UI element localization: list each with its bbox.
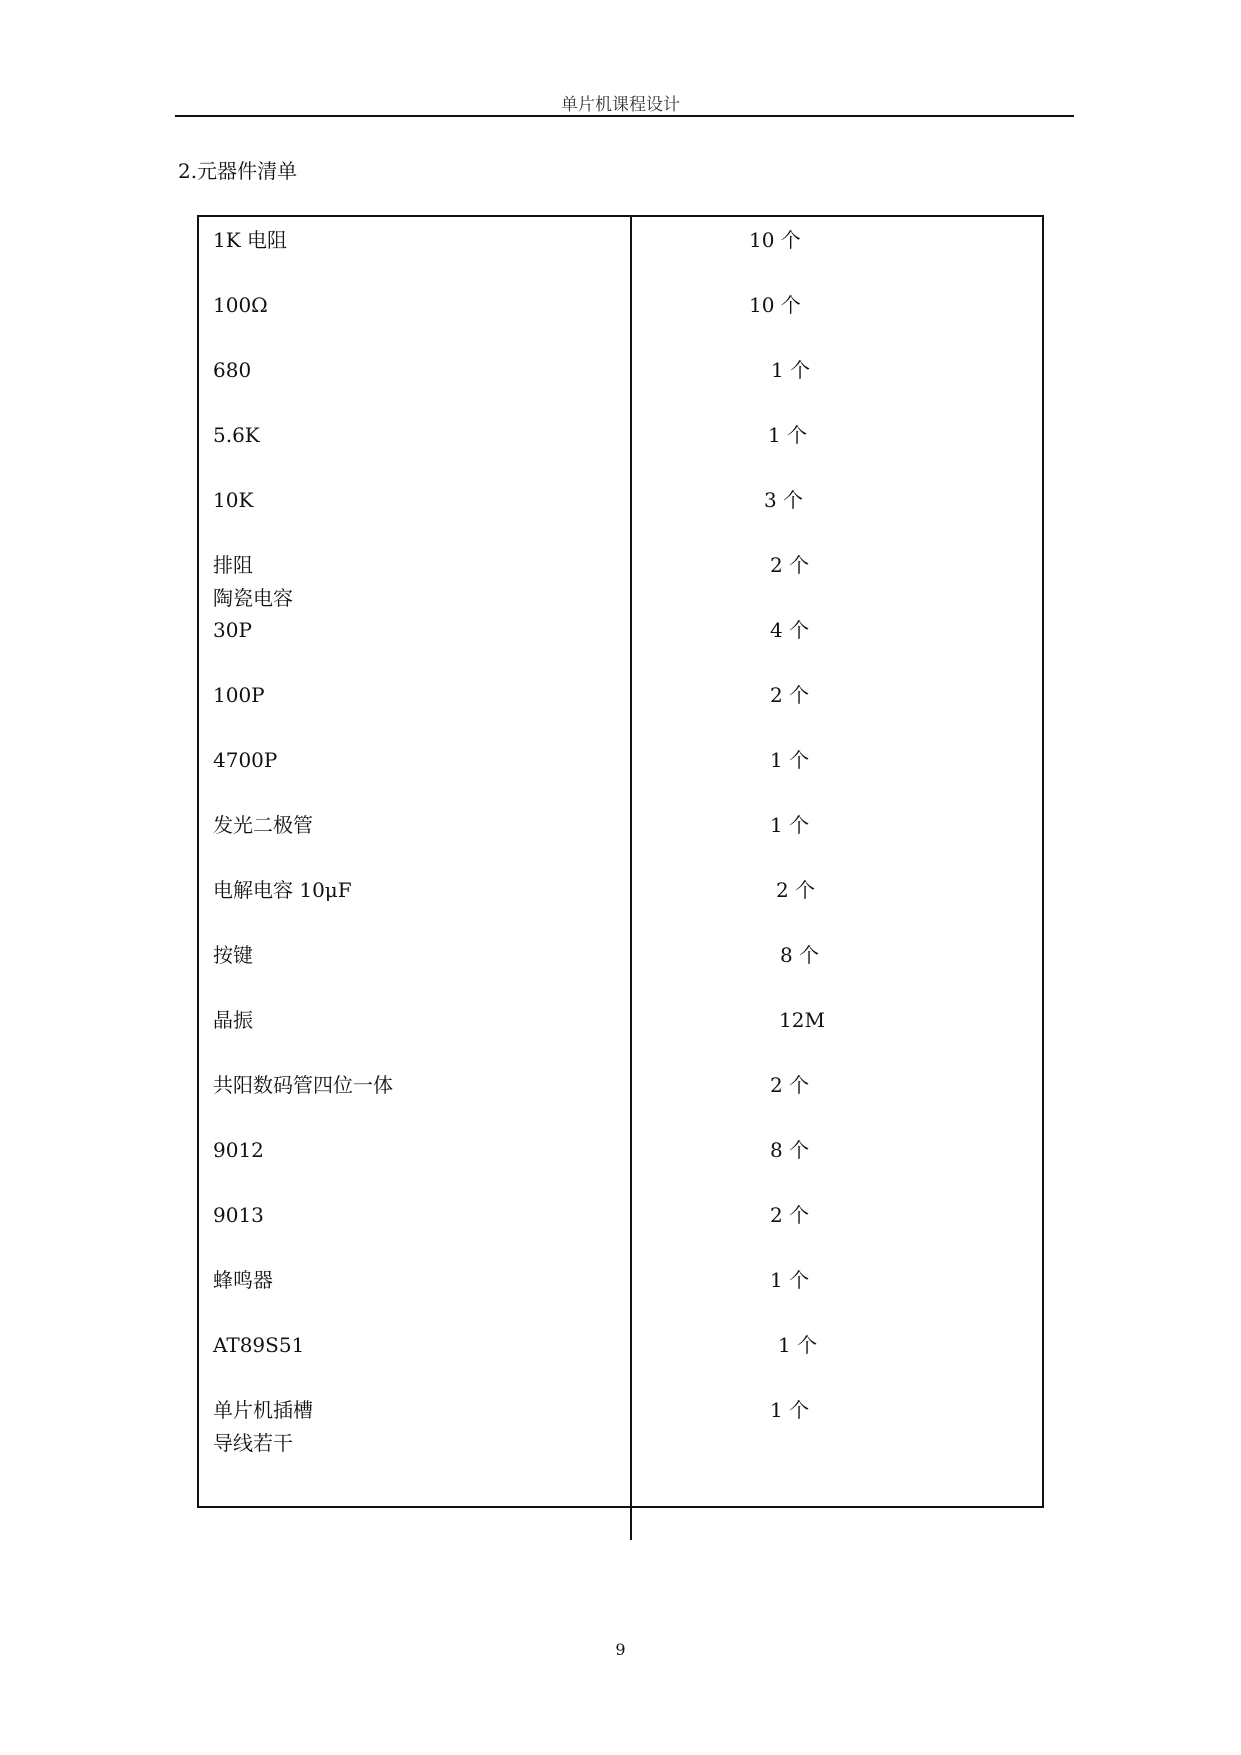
component-qty: 1 个 xyxy=(778,1333,818,1357)
component-name: 导线若干 xyxy=(213,1431,293,1455)
page-number: 9 xyxy=(615,1640,626,1659)
section-title: 2.元器件清单 xyxy=(178,159,298,183)
component-qty: 1 个 xyxy=(770,748,810,772)
component-name: 蜂鸣器 xyxy=(213,1268,273,1292)
component-name: 1K 电阻 xyxy=(213,228,288,252)
component-name: 9012 xyxy=(213,1138,264,1162)
component-name: AT89S51 xyxy=(213,1333,305,1357)
component-name: 电解电容 10μF xyxy=(213,878,352,902)
component-qty: 4 个 xyxy=(770,618,810,642)
component-qty: 1 个 xyxy=(770,1268,810,1292)
component-qty: 1 个 xyxy=(768,423,808,447)
component-qty: 3 个 xyxy=(764,488,804,512)
component-name: 按键 xyxy=(213,943,253,967)
component-name: 9013 xyxy=(213,1203,264,1227)
header-rule xyxy=(175,115,1074,117)
component-name: 发光二极管 xyxy=(213,813,313,837)
component-qty: 10 个 xyxy=(749,293,801,317)
component-qty: 1 个 xyxy=(771,358,811,382)
component-qty: 1 个 xyxy=(770,1398,810,1422)
component-name: 680 xyxy=(213,358,252,382)
component-qty: 8 个 xyxy=(770,1138,810,1162)
component-name: 100Ω xyxy=(213,293,268,317)
component-qty: 12M xyxy=(779,1008,825,1032)
component-qty: 8 个 xyxy=(780,943,820,967)
component-qty: 10 个 xyxy=(749,228,801,252)
component-name: 排阻 xyxy=(213,553,253,577)
component-name: 30P xyxy=(213,618,252,642)
component-name: 5.6K xyxy=(213,423,260,447)
component-name: 晶振 xyxy=(213,1008,253,1032)
component-qty: 2 个 xyxy=(770,683,810,707)
component-qty: 2 个 xyxy=(770,553,810,577)
component-name: 10K xyxy=(213,488,254,512)
component-name: 4700P xyxy=(213,748,278,772)
table-column-divider xyxy=(630,215,632,1540)
component-qty: 2 个 xyxy=(770,1073,810,1097)
header-title: 单片机课程设计 xyxy=(561,95,680,115)
components-table xyxy=(197,215,1044,1508)
component-qty: 2 个 xyxy=(770,1203,810,1227)
component-qty: 1 个 xyxy=(770,813,810,837)
component-name: 100P xyxy=(213,683,265,707)
component-name: 共阳数码管四位一体 xyxy=(213,1073,393,1097)
component-qty: 2 个 xyxy=(776,878,816,902)
component-name: 陶瓷电容 xyxy=(213,586,293,610)
component-name: 单片机插槽 xyxy=(213,1398,313,1422)
